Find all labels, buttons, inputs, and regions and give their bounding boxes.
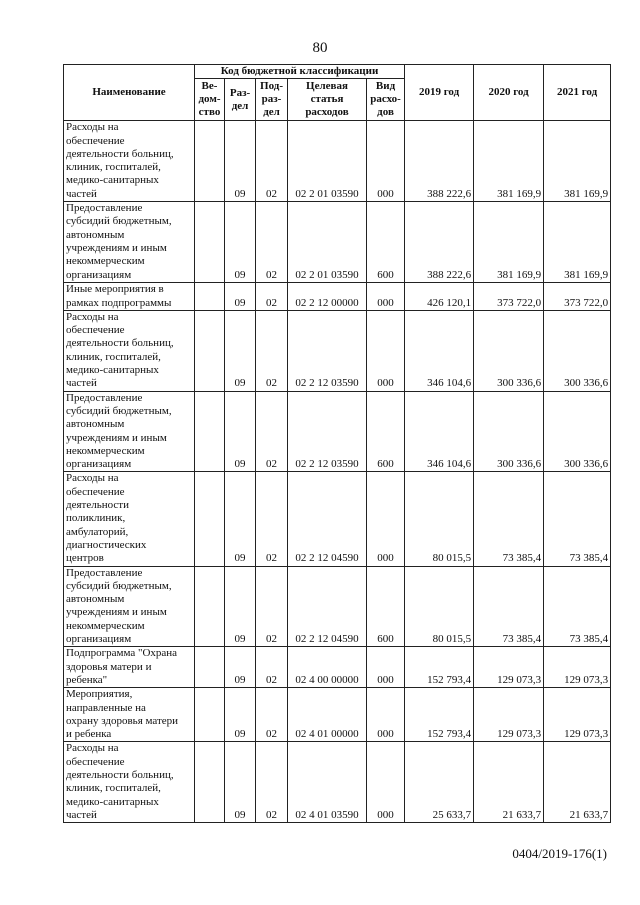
row-razdel: 09 bbox=[225, 566, 256, 647]
row-name: Расходы на обеспечение деятельности больниц, клиник, госпиталей, медико-санитарных частей bbox=[64, 742, 195, 823]
row-vid: 600 bbox=[367, 202, 405, 283]
row-name: Иные мероприятия в рамках подпрограммы bbox=[64, 282, 195, 310]
table-row bbox=[64, 647, 611, 688]
row-vedomstvo bbox=[195, 310, 225, 391]
row-target: 02 2 12 03590 bbox=[288, 391, 367, 472]
row-2020: 381 169,9 bbox=[474, 121, 544, 202]
row-2019: 152 793,4 bbox=[405, 688, 474, 742]
row-2019: 346 104,6 bbox=[405, 391, 474, 472]
row-name: Подпрограмма "Охрана здоровья матери и ребенка" bbox=[64, 647, 195, 688]
row-podrazdel: 02 bbox=[256, 688, 288, 742]
header-podrazdel: Под- раз- дел bbox=[256, 79, 288, 121]
row-target: 02 2 01 03590 bbox=[288, 121, 367, 202]
table-body bbox=[64, 121, 611, 823]
row-2021: 300 336,6 bbox=[544, 391, 611, 472]
row-vedomstvo bbox=[195, 202, 225, 283]
budget-table bbox=[63, 64, 611, 823]
row-vid: 000 bbox=[367, 310, 405, 391]
document-code: 0404/2019-176(1) bbox=[512, 846, 607, 861]
row-vedomstvo bbox=[195, 647, 225, 688]
row-vedomstvo bbox=[195, 472, 225, 566]
row-2019: 346 104,6 bbox=[405, 310, 474, 391]
row-vid: 000 bbox=[367, 472, 405, 566]
row-2021: 129 073,3 bbox=[544, 688, 611, 742]
header-target: Целевая статья расходов bbox=[288, 79, 367, 121]
row-vedomstvo bbox=[195, 688, 225, 742]
row-2020: 129 073,3 bbox=[474, 688, 544, 742]
row-target: 02 4 00 00000 bbox=[288, 647, 367, 688]
row-name: Предоставление субсидий бюджетным, автономным учреждениям и иным некоммерческим организациям bbox=[64, 202, 195, 283]
row-name: Предоставление субсидий бюджетным, автономным учреждениям и иным некоммерческим организациям bbox=[64, 391, 195, 472]
row-2020: 300 336,6 bbox=[474, 391, 544, 472]
row-podrazdel: 02 bbox=[256, 472, 288, 566]
row-podrazdel: 02 bbox=[256, 310, 288, 391]
row-2020: 73 385,4 bbox=[474, 472, 544, 566]
row-2021: 381 169,9 bbox=[544, 121, 611, 202]
row-vedomstvo bbox=[195, 121, 225, 202]
row-vedomstvo bbox=[195, 742, 225, 823]
row-razdel: 09 bbox=[225, 121, 256, 202]
table-row bbox=[64, 742, 611, 823]
page-number: 80 bbox=[312, 40, 328, 56]
row-podrazdel: 02 bbox=[256, 566, 288, 647]
row-vid: 600 bbox=[367, 566, 405, 647]
row-razdel: 09 bbox=[225, 647, 256, 688]
row-2020: 21 633,7 bbox=[474, 742, 544, 823]
row-podrazdel: 02 bbox=[256, 391, 288, 472]
row-target: 02 2 12 04590 bbox=[288, 472, 367, 566]
header-vid: Вид расхо- дов bbox=[367, 79, 405, 121]
row-razdel: 09 bbox=[225, 472, 256, 566]
row-razdel: 09 bbox=[225, 742, 256, 823]
table-row bbox=[64, 121, 611, 202]
row-2019: 25 633,7 bbox=[405, 742, 474, 823]
row-2019: 152 793,4 bbox=[405, 647, 474, 688]
row-vedomstvo bbox=[195, 566, 225, 647]
row-razdel: 09 bbox=[225, 688, 256, 742]
table-row bbox=[64, 391, 611, 472]
header-code-group: Код бюджетной классификации bbox=[195, 65, 405, 79]
row-2021: 129 073,3 bbox=[544, 647, 611, 688]
table-row bbox=[64, 566, 611, 647]
row-vedomstvo bbox=[195, 391, 225, 472]
row-2021: 373 722,0 bbox=[544, 282, 611, 310]
row-vid: 600 bbox=[367, 391, 405, 472]
table-row bbox=[64, 472, 611, 566]
row-vid: 000 bbox=[367, 688, 405, 742]
table-row bbox=[64, 282, 611, 310]
header-vedomstvo: Ве- дом- ство bbox=[195, 79, 225, 121]
table-row bbox=[64, 310, 611, 391]
row-podrazdel: 02 bbox=[256, 742, 288, 823]
row-target: 02 2 01 03590 bbox=[288, 202, 367, 283]
header-2021: 2021 год bbox=[544, 65, 611, 121]
row-podrazdel: 02 bbox=[256, 121, 288, 202]
row-2021: 381 169,9 bbox=[544, 202, 611, 283]
row-razdel: 09 bbox=[225, 391, 256, 472]
row-vid: 000 bbox=[367, 121, 405, 202]
row-target: 02 4 01 00000 bbox=[288, 688, 367, 742]
row-vid: 000 bbox=[367, 282, 405, 310]
header-2019: 2019 год bbox=[405, 65, 474, 121]
table-header bbox=[64, 65, 611, 121]
row-razdel: 09 bbox=[225, 202, 256, 283]
row-2020: 129 073,3 bbox=[474, 647, 544, 688]
row-2019: 80 015,5 bbox=[405, 472, 474, 566]
row-2019: 80 015,5 bbox=[405, 566, 474, 647]
header-razdel: Раз- дел bbox=[225, 79, 256, 121]
row-vedomstvo bbox=[195, 282, 225, 310]
table-row bbox=[64, 688, 611, 742]
row-razdel: 09 bbox=[225, 282, 256, 310]
row-razdel: 09 bbox=[225, 310, 256, 391]
row-podrazdel: 02 bbox=[256, 202, 288, 283]
row-2020: 373 722,0 bbox=[474, 282, 544, 310]
row-name: Предоставление субсидий бюджетным, автономным учреждениям и иным некоммерческим организациям bbox=[64, 566, 195, 647]
row-2021: 300 336,6 bbox=[544, 310, 611, 391]
row-podrazdel: 02 bbox=[256, 647, 288, 688]
header-2020: 2020 год bbox=[474, 65, 544, 121]
row-vid: 000 bbox=[367, 647, 405, 688]
row-podrazdel: 02 bbox=[256, 282, 288, 310]
row-2021: 73 385,4 bbox=[544, 472, 611, 566]
row-name: Мероприятия, направленные на охрану здоровья матери и ребенка bbox=[64, 688, 195, 742]
row-2019: 426 120,1 bbox=[405, 282, 474, 310]
row-name: Расходы на обеспечение деятельности больниц, клиник, госпиталей, медико-санитарных частей bbox=[64, 121, 195, 202]
table-row bbox=[64, 202, 611, 283]
header-name: Наименование bbox=[64, 65, 195, 121]
row-name: Расходы на обеспечение деятельности поликлиник, амбулаторий, диагностических центров bbox=[64, 472, 195, 566]
row-2020: 300 336,6 bbox=[474, 310, 544, 391]
row-name: Расходы на обеспечение деятельности больниц, клиник, госпиталей, медико-санитарных частей bbox=[64, 310, 195, 391]
row-target: 02 2 12 03590 bbox=[288, 310, 367, 391]
row-vid: 000 bbox=[367, 742, 405, 823]
row-2019: 388 222,6 bbox=[405, 202, 474, 283]
row-2021: 73 385,4 bbox=[544, 566, 611, 647]
row-target: 02 4 01 03590 bbox=[288, 742, 367, 823]
row-2021: 21 633,7 bbox=[544, 742, 611, 823]
row-target: 02 2 12 04590 bbox=[288, 566, 367, 647]
row-target: 02 2 12 00000 bbox=[288, 282, 367, 310]
row-2019: 388 222,6 bbox=[405, 121, 474, 202]
row-2020: 73 385,4 bbox=[474, 566, 544, 647]
row-2020: 381 169,9 bbox=[474, 202, 544, 283]
